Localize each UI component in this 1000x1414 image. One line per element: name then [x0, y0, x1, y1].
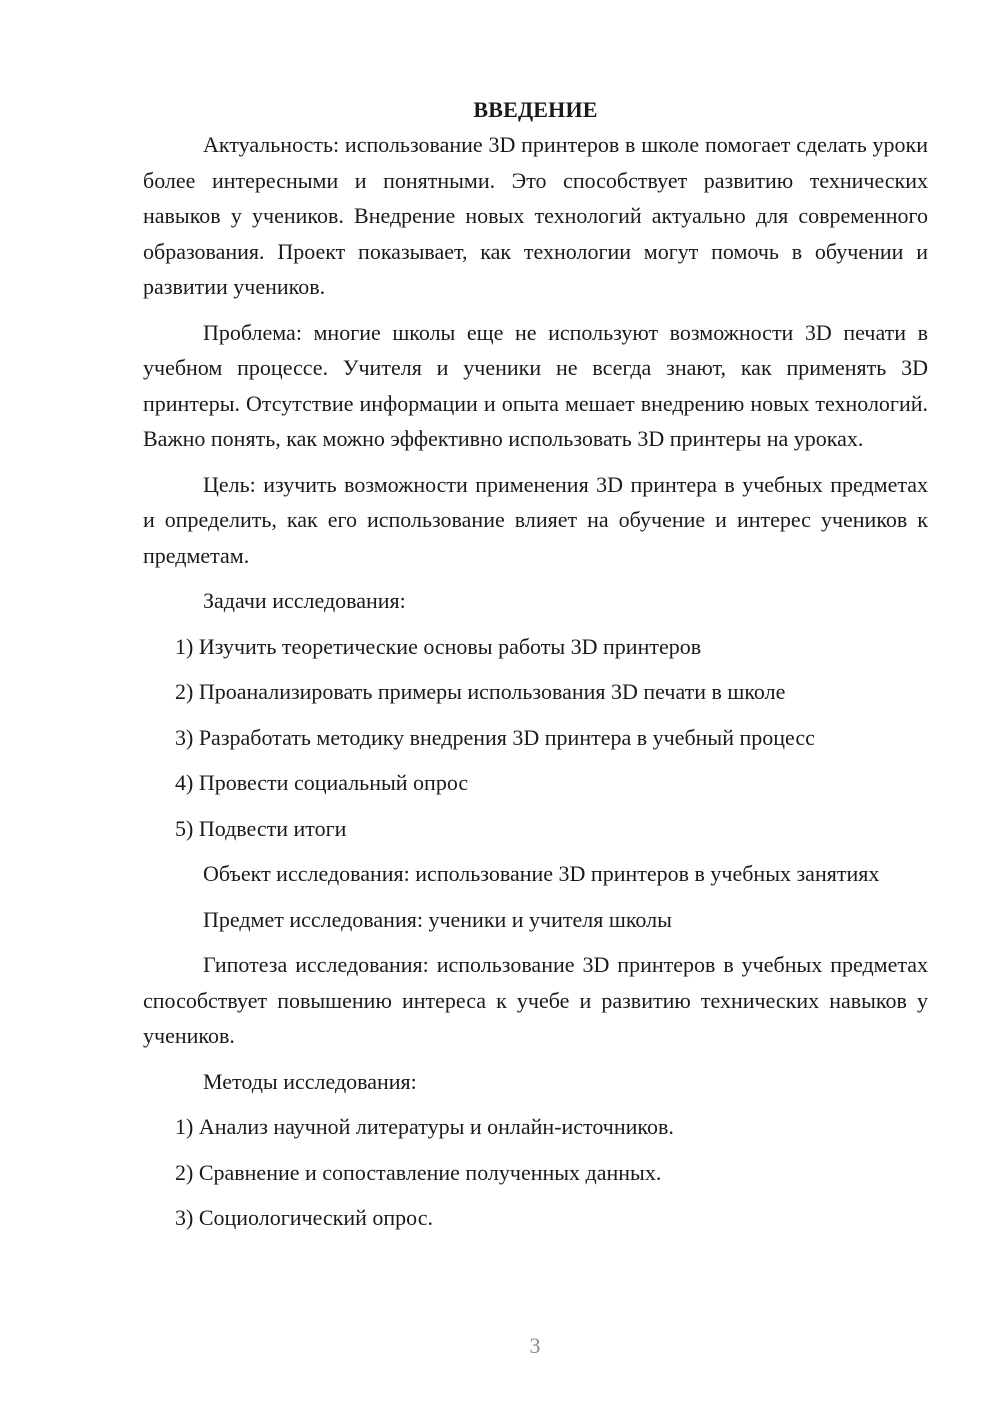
spacer [143, 619, 928, 629]
methods-list [143, 1109, 928, 1236]
spacer [143, 755, 928, 765]
tasks-label: Задачи исследования: [203, 588, 406, 613]
list-item: 3) Разработать методику внедрения 3D принтера в учебный процесс [175, 724, 815, 750]
spacer [143, 1190, 928, 1200]
spacer [143, 892, 928, 902]
list-item: 4) Провести социальный опрос [175, 770, 469, 795]
spacer [143, 937, 928, 947]
list-item: 2) Проанализировать примеры использования 3D печати в школе [175, 679, 786, 704]
page-number: 3 [529, 1333, 541, 1358]
spacer [143, 801, 928, 811]
list-item: 5) Подвести итоги [175, 815, 347, 841]
goal-paragraph: Цель: изучить возможности применения 3D принтера в учебных предметах и определить, как его использование влияет на обучение и интерес учеников к предметам. [143, 471, 928, 568]
spacer [143, 1145, 928, 1155]
spacer [143, 573, 928, 583]
section-title: ВВЕДЕНИЕ [473, 97, 598, 122]
spacer [143, 1054, 928, 1064]
subject-paragraph: Предмет исследования: ученики и учителя школы [203, 906, 672, 932]
spacer [143, 710, 928, 720]
list-item: 2) Сравнение и сопоставление полученных данных. [175, 1159, 662, 1185]
tasks-list [143, 629, 928, 847]
document-page [143, 92, 928, 1236]
spacer [143, 1099, 928, 1109]
list-item: 1) Анализ научной литературы и онлайн-источников. [175, 1114, 674, 1139]
methods-label: Методы исследования: [203, 1068, 417, 1094]
spacer [143, 846, 928, 856]
relevance-paragraph: Актуальность: использование 3D принтеров в школе помогает сделать уроки более интересными и понятными. Это способствует развитию технических навыков у учеников. Внедрение новых технологий актуально для современного образования. Проект показывает, как технологии могут помочь в обучении и развитии учеников. [143, 132, 928, 299]
list-item: 3) Социологический опрос. [175, 1205, 433, 1230]
object-paragraph: Объект исследования: использование 3D принтеров в учебных занятиях [203, 861, 880, 886]
hypothesis-paragraph: Гипотеза исследования: использование 3D принтеров в учебных предметах способствует повышению интереса к учебе и развитию технических навыков у учеников. [143, 952, 928, 1048]
spacer [143, 664, 928, 674]
list-item: 1) Изучить теоретические основы работы 3D принтеров [175, 633, 702, 659]
spacer [143, 305, 928, 315]
problem-paragraph: Проблема: многие школы еще не используют возможности 3D печати в учебном процессе. Учителя и ученики не всегда знают, как применять 3D принтеры. Отсутствие информации и опыта мешает внедрению новых технологий. Важно понять, как можно эффективно использовать 3D принтеры на уроках. [143, 319, 928, 451]
spacer [143, 457, 928, 467]
